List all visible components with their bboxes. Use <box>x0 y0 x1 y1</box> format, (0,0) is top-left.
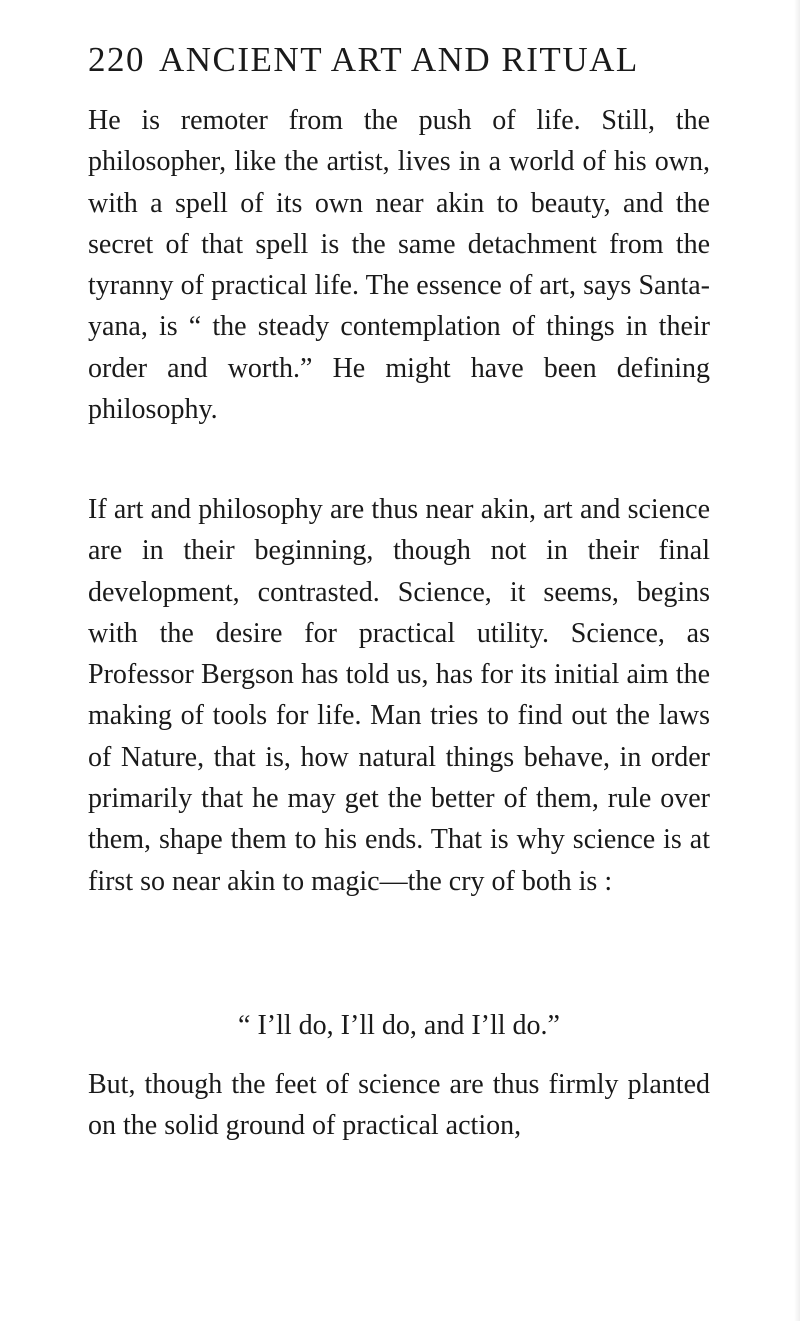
page-header <box>88 38 708 82</box>
page-edge-shadow <box>794 0 800 1321</box>
page-number: 220 <box>88 40 145 79</box>
paragraph-1: He is remoter from the push of life. Still, the philosopher, like the artist, lives in a world of his own, with a spell of its own near akin to beauty, and the secret of that spell is the same detachment from the tyranny of practical life. The essence of art, says Santa-yana, is “ the steady contemplation of things in their order and worth.” He might have been defining philosophy. <box>88 105 710 426</box>
quotation: “ I’ll do, I’ll do, and I’ll do.” <box>238 1010 560 1041</box>
running-title: ANCIENT ART AND RITUAL <box>159 40 639 79</box>
paragraph-3: But, though the feet of science are thus firmly planted on the solid ground of practical action, <box>88 1069 710 1142</box>
paragraph-2: If art and philosophy are thus near akin, art and science are in their beginning, though not in their final development, contrasted. Science, it seems, begins with the desire for practical utility. Science, as Professor Bergson has told us, has for its initial aim the making of tools for life. Man tries to find out the laws of Nature, that is, how natural things behave, in order primarily that he may get the better of them, rule over them, shape them to his ends. That is why science is at first so near akin to magic—the cry of both is : <box>88 494 710 897</box>
